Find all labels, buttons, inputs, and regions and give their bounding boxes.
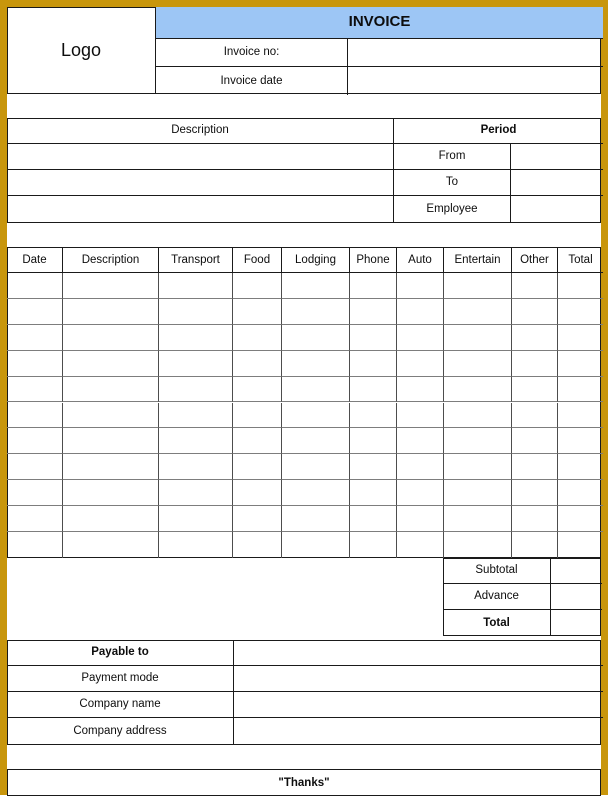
expense-cell[interactable] [512,299,558,325]
expense-cell[interactable] [63,428,159,454]
expense-cell[interactable] [558,428,603,454]
expense-cell[interactable] [159,273,233,299]
invoice-date-label: Invoice date [156,67,348,95]
expense-cell[interactable] [233,506,282,532]
invoice-header-block [7,7,601,94]
payable-to-label: Payable to [7,640,234,666]
expense-cell[interactable] [444,273,512,299]
expense-cell[interactable] [350,428,397,454]
invoice-no-label: Invoice no: [156,39,348,67]
expense-col-header-food: Food [233,247,282,273]
total-label: Total [443,610,551,636]
expense-col-header-total: Total [558,247,603,273]
description-field-1[interactable] [7,144,394,170]
period-from-field[interactable] [510,144,603,170]
expense-cell[interactable] [282,480,350,506]
subtotal-field[interactable] [551,558,602,584]
company-name-label: Company name [7,692,234,718]
expense-cell[interactable] [282,532,350,558]
expense-col-header-auto: Auto [397,247,444,273]
expense-cell[interactable] [512,377,558,403]
expense-cell[interactable] [63,532,159,558]
expense-cell[interactable] [397,480,444,506]
description-period-block [7,118,601,223]
expense-cell[interactable] [512,273,558,299]
expense-cell[interactable] [350,325,397,351]
expense-cell[interactable] [350,480,397,506]
expense-cell[interactable] [63,377,159,403]
expense-cell[interactable] [159,480,233,506]
expense-cell[interactable] [444,506,512,532]
expense-cell[interactable] [282,403,350,429]
period-employee-field[interactable] [510,196,603,222]
expense-cell[interactable] [512,454,558,480]
expense-cell[interactable] [282,377,350,403]
expense-cell[interactable] [512,351,558,377]
expense-cell[interactable] [7,377,63,403]
expense-cell[interactable] [7,273,63,299]
expense-cell[interactable] [350,351,397,377]
expense-cell[interactable] [282,454,350,480]
expense-cell[interactable] [397,273,444,299]
expense-cell[interactable] [558,403,603,429]
expense-cell[interactable] [7,428,63,454]
expense-col-header-phone: Phone [350,247,397,273]
expense-cell[interactable] [397,506,444,532]
expense-cell[interactable] [444,403,512,429]
expense-cell[interactable] [233,351,282,377]
expense-cell[interactable] [159,532,233,558]
period-to-label: To [394,170,511,196]
expense-cell[interactable] [63,299,159,325]
expense-cell[interactable] [397,403,444,429]
expense-cell[interactable] [159,351,233,377]
expense-cell[interactable] [233,532,282,558]
expense-cell[interactable] [444,428,512,454]
expense-cell[interactable] [397,299,444,325]
expense-cell[interactable] [7,299,63,325]
expense-cell[interactable] [397,428,444,454]
expense-cell[interactable] [350,454,397,480]
expense-cell[interactable] [350,299,397,325]
expense-cell[interactable] [512,506,558,532]
expense-cell[interactable] [444,325,512,351]
expense-cell[interactable] [558,532,603,558]
expense-cell[interactable] [397,351,444,377]
expense-cell[interactable] [7,351,63,377]
expense-cell[interactable] [444,351,512,377]
invoice-date-field[interactable] [348,67,603,95]
expense-cell[interactable] [233,325,282,351]
expense-col-header-lodging: Lodging [282,247,350,273]
expense-cell[interactable] [558,480,603,506]
invoice-sheet [7,7,601,790]
expense-cell[interactable] [233,454,282,480]
expense-cell[interactable] [63,454,159,480]
expense-cell[interactable] [558,506,603,532]
expense-cell[interactable] [282,351,350,377]
invoice-title: INVOICE [156,7,603,39]
expense-cell[interactable] [159,454,233,480]
expense-col-header-entertain: Entertain [444,247,512,273]
expense-cell[interactable] [444,299,512,325]
expense-cell[interactable] [233,428,282,454]
expense-cell[interactable] [282,428,350,454]
expense-cell[interactable] [512,325,558,351]
expense-cell[interactable] [63,273,159,299]
advance-label: Advance [443,584,551,610]
company-name-field[interactable] [234,692,603,718]
expense-cell[interactable] [7,403,63,429]
expense-cell[interactable] [63,403,159,429]
expense-cell[interactable] [282,325,350,351]
expense-cell[interactable] [512,428,558,454]
expense-cell[interactable] [350,377,397,403]
expense-cell[interactable] [282,273,350,299]
expense-cell[interactable] [444,377,512,403]
expense-cell[interactable] [63,351,159,377]
expense-cell[interactable] [512,532,558,558]
expense-cell[interactable] [350,506,397,532]
expense-cell[interactable] [512,403,558,429]
expense-cell[interactable] [7,532,63,558]
expense-cell[interactable] [233,480,282,506]
expense-cell[interactable] [233,403,282,429]
expense-cell[interactable] [558,454,603,480]
expense-col-header-other: Other [512,247,558,273]
expense-cell[interactable] [233,299,282,325]
expense-cell[interactable] [350,532,397,558]
expense-cell[interactable] [397,325,444,351]
expense-cell[interactable] [159,325,233,351]
payment-mode-label: Payment mode [7,666,234,692]
expense-cell[interactable] [159,299,233,325]
expense-cell[interactable] [7,506,63,532]
description-header: Description [7,118,394,144]
expense-cell[interactable] [159,506,233,532]
expense-cell[interactable] [397,377,444,403]
expense-cell[interactable] [63,325,159,351]
expense-cell[interactable] [63,506,159,532]
expense-cell[interactable] [558,299,603,325]
logo-placeholder: Logo [7,7,156,94]
expense-cell[interactable] [159,428,233,454]
expense-cell[interactable] [558,273,603,299]
expense-cell[interactable] [282,506,350,532]
expense-cell[interactable] [233,273,282,299]
expense-table [7,247,601,558]
expense-cell[interactable] [444,480,512,506]
expense-col-header-transport: Transport [159,247,233,273]
expense-cell[interactable] [159,403,233,429]
expense-cell[interactable] [7,454,63,480]
expense-cell[interactable] [7,480,63,506]
totals-block [443,558,601,636]
payment-details-block [7,640,601,745]
expense-cell[interactable] [63,480,159,506]
description-field-3[interactable] [7,196,394,222]
period-employee-label: Employee [394,196,511,222]
expense-cell[interactable] [558,351,603,377]
expense-cell[interactable] [512,480,558,506]
expense-cell[interactable] [159,377,233,403]
advance-field[interactable] [551,584,602,610]
expense-col-header-date: Date [7,247,63,273]
expense-cell[interactable] [282,299,350,325]
expense-cell[interactable] [7,325,63,351]
expense-cell[interactable] [397,454,444,480]
expense-cell[interactable] [558,325,603,351]
payable-to-field[interactable] [234,640,603,666]
company-address-field[interactable] [234,718,603,744]
expense-cell[interactable] [397,532,444,558]
subtotal-label: Subtotal [443,558,551,584]
expense-cell[interactable] [444,532,512,558]
expense-cell[interactable] [350,403,397,429]
period-to-field[interactable] [510,170,603,196]
total-field[interactable] [551,610,602,636]
expense-cell[interactable] [233,377,282,403]
expense-cell[interactable] [350,273,397,299]
expense-col-header-description: Description [63,247,159,273]
description-field-2[interactable] [7,170,394,196]
payment-mode-field[interactable] [234,666,603,692]
period-header: Period [394,118,603,144]
expense-cell[interactable] [558,377,603,403]
period-from-label: From [394,144,511,170]
invoice-no-field[interactable] [348,39,603,67]
company-address-label: Company address [7,718,234,744]
thanks-footer: "Thanks" [7,769,601,796]
expense-cell[interactable] [444,454,512,480]
